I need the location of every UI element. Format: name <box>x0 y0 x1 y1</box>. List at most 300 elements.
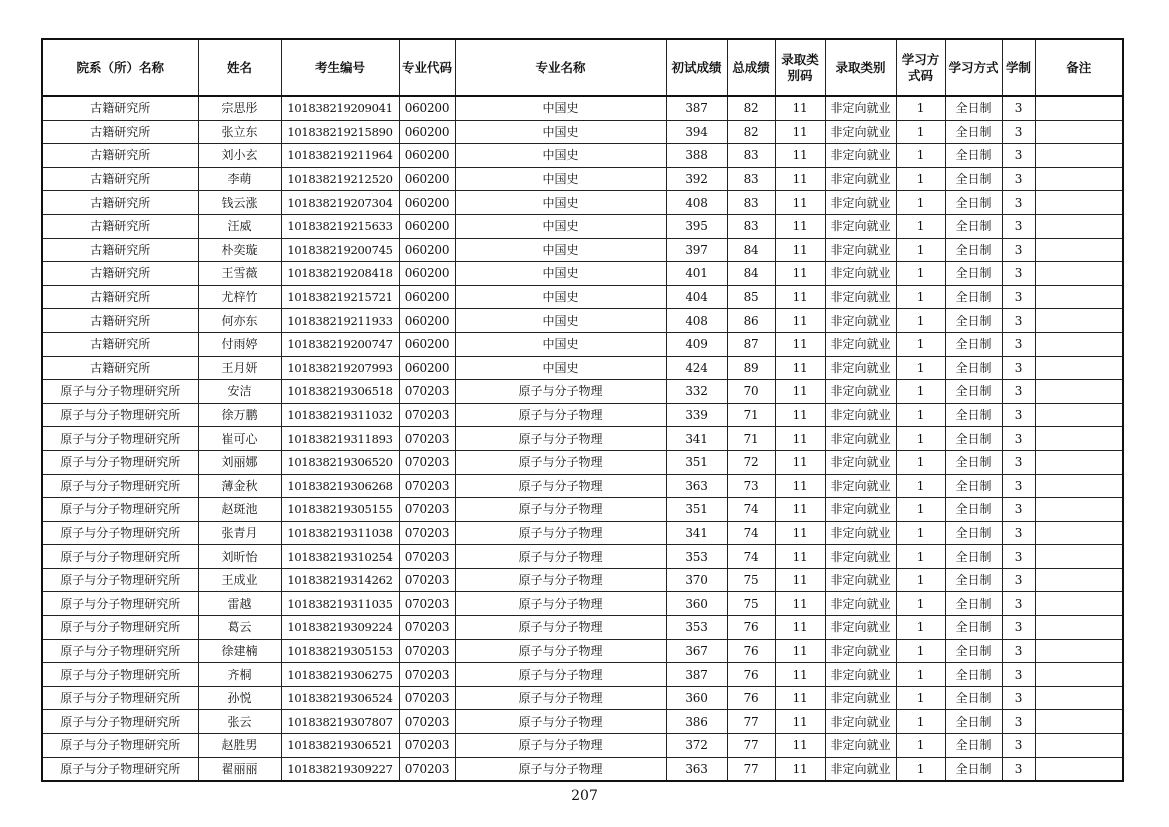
cell-admission-type: 非定向就业 <box>825 757 896 781</box>
cell-prelim-score: 341 <box>666 427 727 451</box>
cell-admission-type: 非定向就业 <box>825 309 896 333</box>
cell-admission-type-code: 11 <box>775 450 825 474</box>
cell-study-mode: 全日制 <box>945 120 1002 144</box>
cell-department: 原子与分子物理研究所 <box>42 616 198 640</box>
cell-name: 朴奕璇 <box>198 238 281 262</box>
cell-study-mode-code: 1 <box>896 734 945 758</box>
cell-total-score: 73 <box>727 474 775 498</box>
cell-total-score: 84 <box>727 262 775 286</box>
cell-duration: 3 <box>1002 285 1035 309</box>
cell-admission-type-code: 11 <box>775 592 825 616</box>
cell-major-code: 060200 <box>399 285 455 309</box>
cell-department: 原子与分子物理研究所 <box>42 686 198 710</box>
cell-name: 崔可心 <box>198 427 281 451</box>
cell-study-mode: 全日制 <box>945 191 1002 215</box>
cell-total-score: 87 <box>727 332 775 356</box>
cell-duration: 3 <box>1002 214 1035 238</box>
cell-name: 刘昕怡 <box>198 545 281 569</box>
cell-prelim-score: 332 <box>666 380 727 404</box>
cell-name: 王成业 <box>198 568 281 592</box>
cell-department: 原子与分子物理研究所 <box>42 757 198 781</box>
cell-prelim-score: 367 <box>666 639 727 663</box>
cell-study-mode-code: 1 <box>896 757 945 781</box>
cell-total-score: 77 <box>727 757 775 781</box>
cell-admission-type: 非定向就业 <box>825 521 896 545</box>
cell-study-mode-code: 1 <box>896 380 945 404</box>
cell-admission-type: 非定向就业 <box>825 568 896 592</box>
table-row <box>42 120 1123 144</box>
cell-remarks <box>1035 332 1123 356</box>
table-row <box>42 450 1123 474</box>
cell-study-mode: 全日制 <box>945 285 1002 309</box>
cell-study-mode-code: 1 <box>896 144 945 168</box>
cell-duration: 3 <box>1002 734 1035 758</box>
cell-admission-type: 非定向就业 <box>825 498 896 522</box>
cell-department: 古籍研究所 <box>42 309 198 333</box>
cell-name: 何亦东 <box>198 309 281 333</box>
cell-study-mode-code: 1 <box>896 545 945 569</box>
cell-candidate-id: 101838219311893 <box>281 427 399 451</box>
cell-department: 原子与分子物理研究所 <box>42 474 198 498</box>
cell-duration: 3 <box>1002 663 1035 687</box>
cell-candidate-id: 101838219311038 <box>281 521 399 545</box>
cell-major-name: 中国史 <box>455 309 666 333</box>
cell-admission-type-code: 11 <box>775 686 825 710</box>
cell-duration: 3 <box>1002 238 1035 262</box>
header-study-mode: 学习方式 <box>945 39 1002 96</box>
table-row <box>42 592 1123 616</box>
cell-major-name: 中国史 <box>455 167 666 191</box>
cell-study-mode: 全日制 <box>945 238 1002 262</box>
cell-major-name: 原子与分子物理 <box>455 498 666 522</box>
cell-admission-type: 非定向就业 <box>825 262 896 286</box>
table-row <box>42 285 1123 309</box>
table-row <box>42 686 1123 710</box>
cell-admission-type: 非定向就业 <box>825 380 896 404</box>
cell-total-score: 83 <box>727 191 775 215</box>
cell-remarks <box>1035 450 1123 474</box>
cell-major-name: 中国史 <box>455 332 666 356</box>
table-row <box>42 262 1123 286</box>
cell-study-mode-code: 1 <box>896 568 945 592</box>
cell-name: 徐万鹏 <box>198 403 281 427</box>
cell-study-mode: 全日制 <box>945 686 1002 710</box>
cell-major-code: 060200 <box>399 262 455 286</box>
table-row <box>42 734 1123 758</box>
cell-duration: 3 <box>1002 592 1035 616</box>
cell-duration: 3 <box>1002 474 1035 498</box>
cell-remarks <box>1035 262 1123 286</box>
cell-major-name: 原子与分子物理 <box>455 757 666 781</box>
cell-candidate-id: 101838219305153 <box>281 639 399 663</box>
cell-total-score: 77 <box>727 710 775 734</box>
cell-study-mode: 全日制 <box>945 309 1002 333</box>
cell-admission-type: 非定向就业 <box>825 167 896 191</box>
cell-admission-type: 非定向就业 <box>825 734 896 758</box>
cell-admission-type-code: 11 <box>775 568 825 592</box>
cell-total-score: 82 <box>727 120 775 144</box>
cell-admission-type: 非定向就业 <box>825 285 896 309</box>
cell-candidate-id: 101838219200745 <box>281 238 399 262</box>
cell-major-code: 060200 <box>399 191 455 215</box>
cell-remarks <box>1035 710 1123 734</box>
cell-admission-type-code: 11 <box>775 191 825 215</box>
cell-study-mode-code: 1 <box>896 521 945 545</box>
table-row <box>42 191 1123 215</box>
cell-remarks <box>1035 96 1123 120</box>
cell-major-code: 070203 <box>399 545 455 569</box>
cell-admission-type-code: 11 <box>775 380 825 404</box>
cell-remarks <box>1035 521 1123 545</box>
cell-name: 薄金秋 <box>198 474 281 498</box>
cell-admission-type-code: 11 <box>775 474 825 498</box>
cell-major-code: 070203 <box>399 427 455 451</box>
table-row <box>42 380 1123 404</box>
cell-prelim-score: 401 <box>666 262 727 286</box>
cell-prelim-score: 397 <box>666 238 727 262</box>
cell-study-mode: 全日制 <box>945 144 1002 168</box>
cell-total-score: 86 <box>727 309 775 333</box>
cell-prelim-score: 360 <box>666 592 727 616</box>
cell-remarks <box>1035 309 1123 333</box>
table-row <box>42 545 1123 569</box>
cell-prelim-score: 372 <box>666 734 727 758</box>
header-candidate-id: 考生编号 <box>281 39 399 96</box>
cell-department: 原子与分子物理研究所 <box>42 663 198 687</box>
table-row <box>42 214 1123 238</box>
cell-name: 李萌 <box>198 167 281 191</box>
cell-total-score: 82 <box>727 96 775 120</box>
cell-remarks <box>1035 144 1123 168</box>
cell-study-mode-code: 1 <box>896 262 945 286</box>
cell-candidate-id: 101838219306275 <box>281 663 399 687</box>
cell-remarks <box>1035 120 1123 144</box>
table-row <box>42 757 1123 781</box>
cell-admission-type: 非定向就业 <box>825 191 896 215</box>
cell-admission-type: 非定向就业 <box>825 663 896 687</box>
table-row <box>42 498 1123 522</box>
cell-study-mode: 全日制 <box>945 592 1002 616</box>
cell-total-score: 72 <box>727 450 775 474</box>
cell-major-code: 060200 <box>399 120 455 144</box>
cell-admission-type-code: 11 <box>775 214 825 238</box>
cell-department: 古籍研究所 <box>42 285 198 309</box>
cell-study-mode: 全日制 <box>945 167 1002 191</box>
header-admission-type-code: 录取类别码 <box>775 39 825 96</box>
cell-major-name: 原子与分子物理 <box>455 545 666 569</box>
cell-major-code: 060200 <box>399 238 455 262</box>
table-row <box>42 474 1123 498</box>
cell-candidate-id: 101838219306518 <box>281 380 399 404</box>
cell-study-mode: 全日制 <box>945 639 1002 663</box>
cell-study-mode-code: 1 <box>896 616 945 640</box>
cell-prelim-score: 360 <box>666 686 727 710</box>
cell-admission-type-code: 11 <box>775 285 825 309</box>
cell-major-name: 中国史 <box>455 214 666 238</box>
cell-study-mode: 全日制 <box>945 545 1002 569</box>
cell-candidate-id: 101838219311032 <box>281 403 399 427</box>
cell-major-name: 中国史 <box>455 285 666 309</box>
cell-department: 古籍研究所 <box>42 96 198 120</box>
cell-study-mode-code: 1 <box>896 710 945 734</box>
cell-major-name: 原子与分子物理 <box>455 427 666 451</box>
cell-admission-type-code: 11 <box>775 309 825 333</box>
cell-duration: 3 <box>1002 427 1035 451</box>
cell-candidate-id: 101838219309227 <box>281 757 399 781</box>
cell-total-score: 89 <box>727 356 775 380</box>
table-row <box>42 403 1123 427</box>
cell-duration: 3 <box>1002 356 1035 380</box>
cell-admission-type: 非定向就业 <box>825 144 896 168</box>
cell-admission-type-code: 11 <box>775 663 825 687</box>
cell-remarks <box>1035 474 1123 498</box>
cell-remarks <box>1035 380 1123 404</box>
cell-candidate-id: 101838219314262 <box>281 568 399 592</box>
cell-major-code: 060200 <box>399 214 455 238</box>
cell-name: 翟丽丽 <box>198 757 281 781</box>
cell-prelim-score: 395 <box>666 214 727 238</box>
cell-major-name: 原子与分子物理 <box>455 734 666 758</box>
cell-total-score: 71 <box>727 403 775 427</box>
cell-candidate-id: 101838219208418 <box>281 262 399 286</box>
cell-total-score: 76 <box>727 663 775 687</box>
cell-department: 原子与分子物理研究所 <box>42 545 198 569</box>
cell-candidate-id: 101838219311035 <box>281 592 399 616</box>
cell-department: 古籍研究所 <box>42 262 198 286</box>
cell-candidate-id: 101838219306520 <box>281 450 399 474</box>
cell-major-code: 070203 <box>399 380 455 404</box>
cell-department: 古籍研究所 <box>42 120 198 144</box>
cell-total-score: 84 <box>727 238 775 262</box>
cell-admission-type-code: 11 <box>775 757 825 781</box>
cell-remarks <box>1035 427 1123 451</box>
cell-study-mode-code: 1 <box>896 592 945 616</box>
cell-major-name: 原子与分子物理 <box>455 450 666 474</box>
cell-prelim-score: 408 <box>666 191 727 215</box>
cell-study-mode: 全日制 <box>945 380 1002 404</box>
cell-total-score: 83 <box>727 167 775 191</box>
cell-total-score: 75 <box>727 568 775 592</box>
cell-major-code: 070203 <box>399 616 455 640</box>
cell-prelim-score: 392 <box>666 167 727 191</box>
cell-study-mode-code: 1 <box>896 498 945 522</box>
cell-candidate-id: 101838219209041 <box>281 96 399 120</box>
page-number: 207 <box>571 788 598 804</box>
cell-department: 原子与分子物理研究所 <box>42 521 198 545</box>
header-total-score: 总成绩 <box>727 39 775 96</box>
cell-admission-type-code: 11 <box>775 427 825 451</box>
cell-study-mode: 全日制 <box>945 474 1002 498</box>
header-name: 姓名 <box>198 39 281 96</box>
cell-department: 古籍研究所 <box>42 144 198 168</box>
cell-prelim-score: 387 <box>666 663 727 687</box>
cell-duration: 3 <box>1002 757 1035 781</box>
cell-remarks <box>1035 356 1123 380</box>
cell-department: 原子与分子物理研究所 <box>42 568 198 592</box>
cell-admission-type-code: 11 <box>775 96 825 120</box>
cell-study-mode-code: 1 <box>896 309 945 333</box>
cell-admission-type-code: 11 <box>775 734 825 758</box>
cell-department: 古籍研究所 <box>42 167 198 191</box>
cell-study-mode: 全日制 <box>945 498 1002 522</box>
cell-admission-type: 非定向就业 <box>825 214 896 238</box>
cell-duration: 3 <box>1002 167 1035 191</box>
table-row <box>42 568 1123 592</box>
cell-name: 赵斑池 <box>198 498 281 522</box>
cell-admission-type-code: 11 <box>775 545 825 569</box>
cell-name: 王雪薇 <box>198 262 281 286</box>
cell-prelim-score: 386 <box>666 710 727 734</box>
table-row <box>42 639 1123 663</box>
cell-major-name: 中国史 <box>455 120 666 144</box>
cell-name: 汪威 <box>198 214 281 238</box>
cell-prelim-score: 363 <box>666 757 727 781</box>
cell-duration: 3 <box>1002 450 1035 474</box>
cell-department: 古籍研究所 <box>42 238 198 262</box>
cell-major-code: 060200 <box>399 309 455 333</box>
cell-major-code: 070203 <box>399 498 455 522</box>
table-row <box>42 144 1123 168</box>
cell-admission-type: 非定向就业 <box>825 356 896 380</box>
cell-candidate-id: 101838219215890 <box>281 120 399 144</box>
cell-prelim-score: 339 <box>666 403 727 427</box>
cell-major-code: 060200 <box>399 332 455 356</box>
cell-major-name: 中国史 <box>455 262 666 286</box>
cell-major-code: 070203 <box>399 474 455 498</box>
cell-remarks <box>1035 663 1123 687</box>
cell-admission-type: 非定向就业 <box>825 120 896 144</box>
cell-name: 齐桐 <box>198 663 281 687</box>
cell-candidate-id: 101838219306524 <box>281 686 399 710</box>
cell-admission-type-code: 11 <box>775 144 825 168</box>
cell-duration: 3 <box>1002 309 1035 333</box>
cell-total-score: 71 <box>727 427 775 451</box>
cell-name: 张青月 <box>198 521 281 545</box>
cell-study-mode-code: 1 <box>896 450 945 474</box>
cell-major-code: 060200 <box>399 144 455 168</box>
cell-name: 徐建楠 <box>198 639 281 663</box>
header-prelim-score: 初试成绩 <box>666 39 727 96</box>
cell-study-mode-code: 1 <box>896 686 945 710</box>
cell-name: 宗思彤 <box>198 96 281 120</box>
cell-duration: 3 <box>1002 686 1035 710</box>
cell-admission-type-code: 11 <box>775 238 825 262</box>
cell-major-code: 070203 <box>399 403 455 427</box>
cell-name: 钱云涨 <box>198 191 281 215</box>
cell-admission-type: 非定向就业 <box>825 450 896 474</box>
cell-major-code: 070203 <box>399 757 455 781</box>
cell-study-mode-code: 1 <box>896 403 945 427</box>
cell-candidate-id: 101838219211964 <box>281 144 399 168</box>
cell-department: 古籍研究所 <box>42 191 198 215</box>
cell-prelim-score: 351 <box>666 498 727 522</box>
cell-admission-type-code: 11 <box>775 498 825 522</box>
cell-total-score: 74 <box>727 498 775 522</box>
cell-department: 原子与分子物理研究所 <box>42 450 198 474</box>
cell-remarks <box>1035 167 1123 191</box>
cell-remarks <box>1035 545 1123 569</box>
table-row <box>42 663 1123 687</box>
cell-major-code: 060200 <box>399 167 455 191</box>
cell-admission-type-code: 11 <box>775 262 825 286</box>
cell-candidate-id: 101838219310254 <box>281 545 399 569</box>
cell-study-mode: 全日制 <box>945 710 1002 734</box>
cell-department: 原子与分子物理研究所 <box>42 639 198 663</box>
table-row <box>42 710 1123 734</box>
cell-major-code: 070203 <box>399 686 455 710</box>
cell-total-score: 76 <box>727 639 775 663</box>
cell-admission-type-code: 11 <box>775 167 825 191</box>
cell-study-mode: 全日制 <box>945 568 1002 592</box>
cell-prelim-score: 388 <box>666 144 727 168</box>
cell-total-score: 70 <box>727 380 775 404</box>
cell-major-name: 原子与分子物理 <box>455 710 666 734</box>
cell-admission-type: 非定向就业 <box>825 332 896 356</box>
cell-department: 原子与分子物理研究所 <box>42 592 198 616</box>
cell-study-mode: 全日制 <box>945 450 1002 474</box>
cell-major-code: 070203 <box>399 710 455 734</box>
cell-remarks <box>1035 616 1123 640</box>
cell-study-mode: 全日制 <box>945 663 1002 687</box>
cell-major-name: 原子与分子物理 <box>455 639 666 663</box>
table-row <box>42 309 1123 333</box>
cell-admission-type-code: 11 <box>775 710 825 734</box>
cell-candidate-id: 101838219207304 <box>281 191 399 215</box>
cell-admission-type-code: 11 <box>775 403 825 427</box>
cell-major-code: 070203 <box>399 663 455 687</box>
cell-admission-type: 非定向就业 <box>825 474 896 498</box>
cell-prelim-score: 353 <box>666 616 727 640</box>
cell-candidate-id: 101838219211933 <box>281 309 399 333</box>
cell-study-mode: 全日制 <box>945 757 1002 781</box>
cell-admission-type: 非定向就业 <box>825 238 896 262</box>
cell-candidate-id: 101838219306268 <box>281 474 399 498</box>
cell-prelim-score: 408 <box>666 309 727 333</box>
cell-study-mode-code: 1 <box>896 474 945 498</box>
cell-duration: 3 <box>1002 380 1035 404</box>
cell-study-mode-code: 1 <box>896 639 945 663</box>
cell-admission-type: 非定向就业 <box>825 616 896 640</box>
table-row <box>42 521 1123 545</box>
cell-major-name: 原子与分子物理 <box>455 403 666 427</box>
cell-study-mode: 全日制 <box>945 262 1002 286</box>
table-row <box>42 96 1123 120</box>
header-major-code: 专业代码 <box>399 39 455 96</box>
cell-study-mode-code: 1 <box>896 120 945 144</box>
cell-candidate-id: 101838219215633 <box>281 214 399 238</box>
cell-study-mode-code: 1 <box>896 238 945 262</box>
header-study-mode-code: 学习方式码 <box>896 39 945 96</box>
cell-major-name: 中国史 <box>455 96 666 120</box>
cell-admission-type: 非定向就业 <box>825 545 896 569</box>
cell-prelim-score: 394 <box>666 120 727 144</box>
cell-admission-type: 非定向就业 <box>825 710 896 734</box>
header-remarks: 备注 <box>1035 39 1123 96</box>
cell-major-name: 原子与分子物理 <box>455 380 666 404</box>
cell-candidate-id: 101838219307807 <box>281 710 399 734</box>
cell-prelim-score: 351 <box>666 450 727 474</box>
cell-candidate-id: 101838219212520 <box>281 167 399 191</box>
cell-prelim-score: 341 <box>666 521 727 545</box>
cell-major-code: 070203 <box>399 521 455 545</box>
header-department: 院系（所）名称 <box>42 39 198 96</box>
cell-remarks <box>1035 498 1123 522</box>
cell-duration: 3 <box>1002 521 1035 545</box>
cell-remarks <box>1035 592 1123 616</box>
cell-study-mode: 全日制 <box>945 96 1002 120</box>
cell-admission-type-code: 11 <box>775 616 825 640</box>
cell-admission-type: 非定向就业 <box>825 427 896 451</box>
